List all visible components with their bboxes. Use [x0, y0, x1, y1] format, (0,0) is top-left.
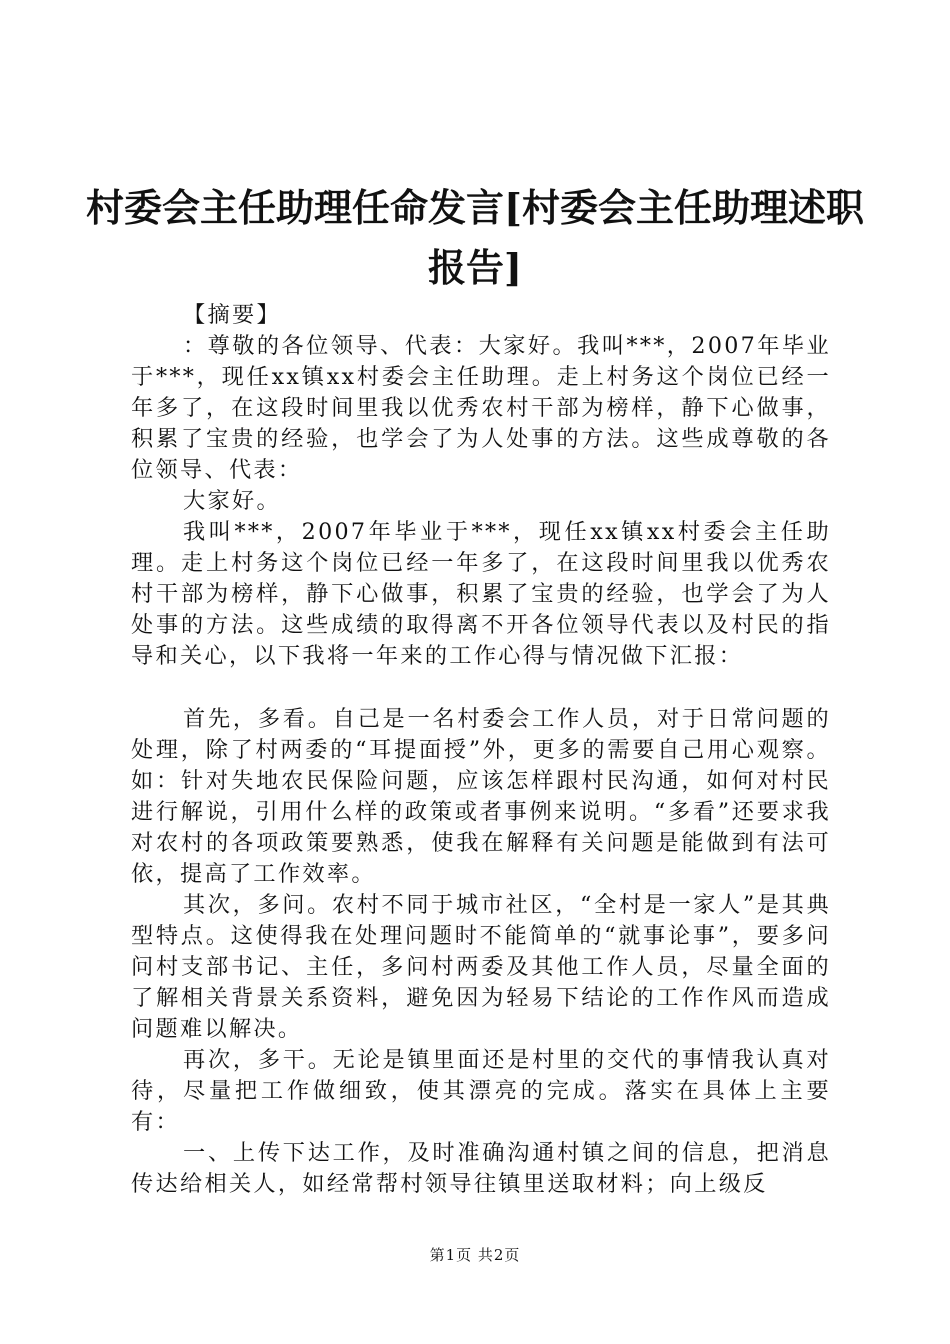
third-point-paragraph: 再次，多干。无论是镇里面还是村里的交代的事情我认真对待，尽量把工作做细致，使其漂亮的完成。落实在具体上主要有： — [131, 1047, 831, 1135]
document-title: 村委会主任助理任命发言[村委会主任助理述职报告] — [86, 185, 864, 290]
paragraph-gap — [131, 672, 831, 704]
second-point-paragraph: 其次，多问。农村不同于城市社区，“全村是一家人”是其典型特点。这使得我在处理问题时不能简单的“就事论事”，要多问问村支部书记、主任，多问村两委及其他工作人员，尽量全面的了解相关背景关系资料，避免因为轻易下结论的工作作风而造成问题难以解决。 — [131, 892, 831, 1042]
greeting-paragraph: 大家好。 — [183, 488, 281, 514]
summary-paragraph: ：尊敬的各位领导、代表：大家好。我叫***，2007年毕业于***，现任xx镇xx村委会主任助理。走上村务这个岗位已经一年多了，在这段时间里我以优秀农村干部为榜样，静下心做事，积累了宝贵的经验，也学会了为人处事的方法。这些成尊敬的各位领导、代表： — [131, 333, 831, 483]
page-footer: 第1页 共2页 — [429, 1246, 521, 1264]
document-body — [131, 300, 831, 1200]
summary-heading: 【摘要】 — [183, 302, 281, 328]
list-item-paragraph: 一、上传下达工作，及时准确沟通村镇之间的信息，把消息传达给相关人，如经常帮村领导往镇里送取材料；向上级反 — [131, 1140, 831, 1197]
first-point-paragraph: 首先，多看。自己是一名村委会工作人员，对于日常问题的处理，除了村两委的“耳提面授”外，更多的需要自己用心观察。如：针对失地农民保险问题，应该怎样跟村民沟通，如何对村民进行解说，引用什么样的政策或者事例来说明。“多看”还要求我对农村的各项政策要熟悉，使我在解释有关问题是能做到有法可依，提高了工作效率。 — [131, 706, 831, 887]
intro-paragraph: 我叫***，2007年毕业于***，现任xx镇xx村委会主任助理。走上村务这个岗位已经一年多了，在这段时间里我以优秀农村干部为榜样，静下心做事，积累了宝贵的经验，也学会了为人处事的方法。这些成绩的取得离不开各位领导代表以及村民的指导和关心，以下我将一年来的工作心得与情况做下汇报： — [131, 519, 831, 669]
